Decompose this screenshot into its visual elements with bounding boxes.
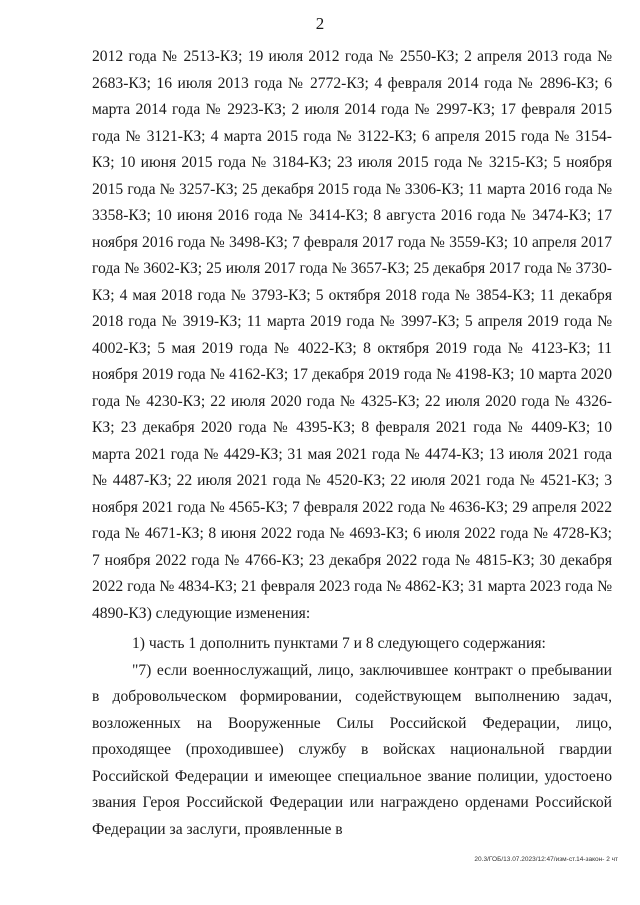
paragraph-item-1: 1) часть 1 дополнить пунктами 7 и 8 следующего содержания: (132, 635, 546, 652)
paragraph-main: 2012 года № 2513-КЗ; 19 июля 2012 года № 2550-КЗ; 2 апреля 2013 года № 2683-КЗ; 16 июля 2013 года № 2772-КЗ; 4 февраля 2014 года № 2896-КЗ; 6 марта 2014 года № 2923-КЗ; 2 июля 2014 года № 2997-КЗ; 17 февраля 2015 года № 3121-КЗ; 4 марта 2015 года № 3122-КЗ; 6 апреля 2015 года № 3154-КЗ; 10 июня 2015 года № 3184-КЗ; 23 июля 2015 года № 3215-КЗ; 5 ноября 2015 года № 3257-КЗ; 25 декабря 2015 года № 3306-КЗ; 11 марта 2016 года № 3358-КЗ; 10 июня 2016 года № 3414-КЗ; 8 августа 2016 года № 3474-КЗ; 17 ноября 2016 года № 3498-КЗ; 7 февраля 2017 года № 3559-КЗ; 10 апреля 2017 года № 3602-КЗ; 25 июля 2017 года № 3657-КЗ; 25 декабря 2017 года № 3730-КЗ; 4 мая 2018 года № 3793-КЗ; 5 октября 2018 года № 3854-КЗ; 11 декабря 2018 года № 3919-КЗ; 11 марта 2019 года № 3997-КЗ; 5 апреля 2019 года № 4002-КЗ; 5 мая 2019 года № 4022-КЗ; 8 октября 2019 года № 4123-КЗ; 11 ноября 2019 года № 4162-КЗ; 17 декабря 2019 года № 4198-КЗ; 10 марта 2020 года № 4230-КЗ; 22 июля 2020 года № 4325-КЗ; 22 июля 2020 года № 4326-КЗ; 23 декабря 2020 года № 4395-КЗ; 8 февраля 2021 года № 4409-КЗ; 10 марта 2021 года № 4429-КЗ; 31 мая 2021 года № 4474-КЗ; 13 июля 2021 года № 4487-КЗ; 22 июля 2021 года № 4520-КЗ; 22 июля 2021 года № 4521-КЗ; 3 ноября 2021 года № 4565-КЗ; 7 февраля 2022 года № 4636-КЗ; 29 апреля 2022 года № 4671-КЗ; 8 июня 2022 года № 4693-КЗ; 6 июля 2022 года № 4728-КЗ; 7 ноября 2022 года № 4766-КЗ; 23 декабря 2022 года № 4815-КЗ; 30 декабря 2022 года № 4834-КЗ; 21 февраля 2023 года № 4862-КЗ; 31 марта 2023 года № 4890-КЗ) следующие изменения: (92, 48, 612, 622)
document-body (92, 44, 612, 843)
paragraph-item-7: "7) если военнослужащий, лицо, заключившее контракт о пребывании в добровольческом формировании, содействующем выполнению задач, возложенных на Вооруженные Силы Российской Федерации, лицо, проходящее (проходившее) службу в войсках национальной гвардии Российской Федерации и имеющее специальное звание полиции, удостоено звания Героя Российской Федерации или награждено орденами Российской Федерации за заслуги, проявленные в (92, 661, 612, 838)
footer-document-code: 20.3/ГОБ/13.07.2023/12:47/изм-ст.14-закон- 2 чт (474, 856, 618, 863)
page-number: 2 (315, 14, 325, 33)
